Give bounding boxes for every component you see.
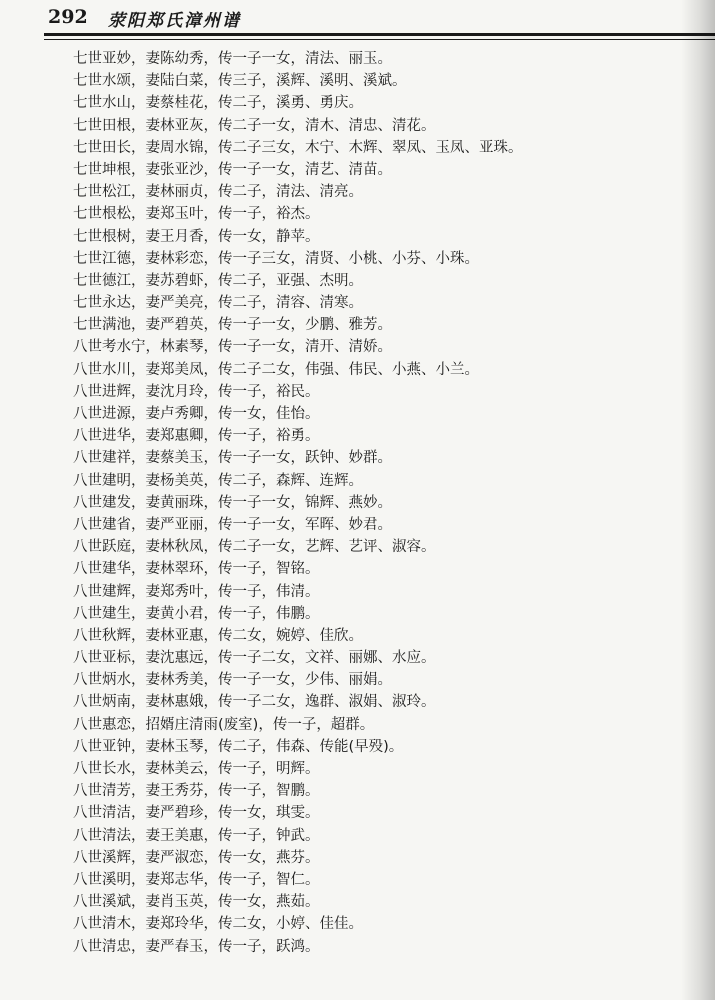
genealogy-entry: 七世江德，妻林彩恋，传一子三女，清贤、小桃、小芬、小珠。	[73, 250, 479, 267]
genealogy-entry: 八世建辉，妻郑秀叶，传一子，伟清。	[73, 583, 320, 600]
genealogy-entry: 七世水颂，妻陆白菜，传三子，溪辉、溪明、溪斌。	[73, 73, 407, 90]
genealogy-entry: 八世建生，妻黄小君，传一子，伟鹏。	[73, 605, 320, 622]
genealogy-entry: 八世长水，妻林美云，传一子，明辉。	[73, 761, 320, 777]
genealogy-entry: 八世进源，妻卢秀卿，传一女，佳怡。	[73, 406, 320, 422]
genealogy-entry: 八世清芳，妻王秀芬，传一子，智鹏。	[73, 783, 320, 800]
genealogy-entry: 七世永达，妻严美亮，传二子，清容、清寒。	[73, 295, 363, 312]
genealogy-entry: 七世松江，妻林丽贞，传二子，清法、清亮。	[73, 184, 363, 201]
genealogy-entry: 八世清木，妻郑玲华，传二女，小婷、佳佳。	[73, 916, 363, 933]
genealogy-entry: 八世建祥，妻蔡美玉，传一子一女，跃钟、妙群。	[73, 450, 392, 467]
genealogy-entry: 八世惠恋，招婿庄清雨(废室)，传一子，超群。	[73, 716, 375, 733]
genealogy-entry: 八世亚标，妻沈惠远，传一子二女，文祥、丽娜、水应。	[73, 650, 436, 667]
genealogy-entry: 八世炳水，妻林秀美，传一子一女，少伟、丽娟。	[73, 672, 392, 689]
page-number: 292	[48, 6, 88, 28]
genealogy-entry: 七世德江，妻苏碧虾，传二子，亚强、杰明。	[73, 272, 363, 289]
genealogy-entry: 七世满池，妻严碧英，传一子一女，少鹏、雅芳。	[73, 317, 392, 334]
genealogy-entry: 八世进辉，妻沈月玲，传一子，裕民。	[73, 383, 320, 400]
genealogy-entry: 七世坤根，妻张亚沙，传一子一女，清艺、清苗。	[73, 161, 392, 178]
page-spine-shadow	[681, 0, 715, 1000]
genealogy-entry: 七世田根，妻林亚灰，传二子一女，清木、清忠、清花。	[73, 117, 436, 134]
genealogy-entry: 七世根树，妻王月香，传一女，静苹。	[73, 228, 320, 245]
genealogy-entry: 八世清法，妻王美惠，传一子，钟武。	[73, 827, 320, 844]
page-header	[0, 0, 715, 40]
genealogy-entry: 八世进华，妻郑惠卿，传一子，裕勇。	[73, 428, 320, 445]
genealogy-entry: 八世溪辉，妻严淑恋，传一女，燕芬。	[73, 849, 320, 866]
header-rule-thin	[44, 39, 715, 40]
book-title: 荥阳郑氏漳州谱	[108, 11, 241, 31]
genealogy-entry: 七世水山，妻蔡桂花，传二子，溪勇、勇庆。	[73, 95, 363, 112]
genealogy-entry: 八世溪明，妻郑志华，传一子，智仁。	[73, 871, 320, 888]
genealogy-entry: 七世田长，妻周水锦，传二子三女，木宁、木辉、翠凤、玉凤、亚珠。	[73, 139, 523, 156]
genealogy-entry: 八世建省，妻严亚丽，传一子一女，军晖、妙君。	[73, 516, 392, 533]
genealogy-entry: 八世清洁，妻严碧珍，传一女，琪雯。	[73, 805, 320, 822]
header-rule	[44, 33, 715, 36]
genealogy-entry: 七世根松，妻郑玉叶，传一子，裕杰。	[73, 206, 320, 223]
genealogy-entry: 八世水川，妻郑美凤，传二子二女，伟强、伟民、小燕、小兰。	[73, 361, 479, 378]
genealogy-entry: 八世亚钟，妻林玉琴，传二子，伟森、传能(早殁)。	[73, 738, 404, 755]
genealogy-entry: 八世炳南，妻林惠娥，传一子二女，逸群、淑娟、淑玲。	[73, 694, 436, 711]
genealogy-entry: 七世亚妙，妻陈幼秀，传一子一女，清法、丽玉。	[73, 51, 392, 67]
genealogy-entry-list	[73, 48, 673, 958]
genealogy-entry: 八世秋辉，妻林亚惠，传二女，婉婷、佳欣。	[73, 627, 363, 644]
genealogy-entry: 八世考水宁，林素琴，传一子一女，清开、清娇。	[73, 339, 392, 356]
genealogy-entry: 八世跃庭，妻林秋凤，传二子一女，艺辉、艺评、淑容。	[73, 539, 436, 556]
genealogy-entry: 八世建华，妻林翠环，传一子，智铭。	[73, 561, 320, 578]
genealogy-entry: 八世建明，妻杨美英，传二子，森辉、连辉。	[73, 472, 363, 489]
genealogy-entry: 八世溪斌，妻肖玉英，传一女，燕茹。	[73, 894, 320, 911]
genealogy-entry: 八世清忠，妻严春玉，传一子，跃鸿。	[73, 938, 320, 955]
genealogy-entry: 八世建发，妻黄丽珠，传一子一女，锦辉、燕妙。	[73, 494, 392, 511]
